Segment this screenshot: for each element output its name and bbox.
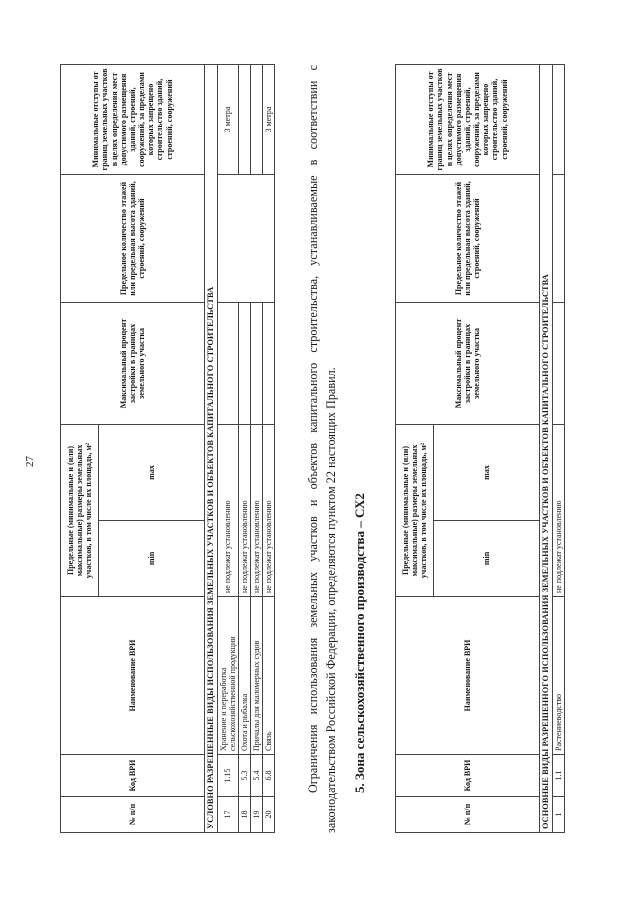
row-name: Хранение и переработка сельскохозяйственной продукции xyxy=(217,597,238,755)
row-code: 1.15 xyxy=(217,755,238,797)
row-setback: 3 метра xyxy=(217,65,238,175)
row-name: Связь xyxy=(263,597,275,755)
row-percent xyxy=(552,303,564,425)
permitted-use-table-2 xyxy=(395,64,565,833)
row-code: 6.8 xyxy=(263,755,275,797)
row-no: 18 xyxy=(238,797,250,833)
restrictions-paragraph xyxy=(304,65,340,833)
col-header-no: № п/п xyxy=(396,797,540,833)
col-header-setbacks: Минимальные отступы от границ земельных участков в целях определения мест допустимого размещения зданий, строений, сооружений, за пределами которых запрещено строительство зданий, строений, сооружений xyxy=(61,65,205,175)
row-sizes: не подлежат установлению xyxy=(552,425,564,597)
row-code: 5.3 xyxy=(238,755,250,797)
row-sizes: не подлежат установлению xyxy=(238,425,250,597)
row-percent xyxy=(217,303,238,425)
col-header-percent: Максимальный процент застройки в границах земельного участка xyxy=(396,303,540,425)
row-percent xyxy=(251,303,263,425)
col-header-floors: Предельное количество этажей или предельная высота зданий, строений, сооружений xyxy=(61,175,205,303)
col-header-floors: Предельное количество этажей или предельная высота зданий, строений, сооружений xyxy=(396,175,540,303)
row-setback xyxy=(238,65,250,175)
row-sizes: не подлежат установлению xyxy=(251,425,263,597)
col-header-sizes: Предельные (минимальные и (или) максимальные) размеры земельных участков, в том числе их площадь, м² xyxy=(61,425,99,597)
row-no: 20 xyxy=(263,797,275,833)
col-header-name: Наименование ВРИ xyxy=(396,597,540,755)
row-percent xyxy=(238,303,250,425)
col-header-code: Код ВРИ xyxy=(61,755,205,797)
col-header-min: min xyxy=(434,521,540,597)
page-number: 27 xyxy=(24,456,36,467)
col-header-setbacks: Минимальные отступы от границ земельных участков в целях определения мест допустимого размещения зданий, строений, сооружений, за пределами которых запрещено строительство зданий, строений, сооружений xyxy=(396,65,540,175)
row-sizes: не подлежат установлению xyxy=(217,425,238,597)
row-no: 1 xyxy=(552,797,564,833)
paragraph-text: Ограничения использования земельных участков и объектов капитального строительства, устанавливаемые в соответствии с законодательством Российской Федерации, определяются пунктом 22 настоящих Правил. xyxy=(306,65,338,833)
row-name: Причалы для маломерных судов xyxy=(251,597,263,755)
col-header-code: Код ВРИ xyxy=(396,755,540,797)
row-no: 17 xyxy=(217,797,238,833)
permitted-use-table-1 xyxy=(60,64,275,833)
zone-heading: 5. Зона сельскохозяйственного производства – СХ2 xyxy=(352,493,367,793)
col-header-no: № п/п xyxy=(61,797,205,833)
row-setback: 3 метра xyxy=(263,65,275,175)
col-header-min: min xyxy=(99,521,205,597)
row-no: 19 xyxy=(251,797,263,833)
row-name: Охота и рыбалка xyxy=(238,597,250,755)
col-header-sizes: Предельные (минимальные и (или) максимальные) размеры земельных участков, в том числе их площадь, м² xyxy=(396,425,434,597)
section-title: ОСНОВНЫЕ ВИДЫ РАЗРЕШЕННОГО ИСПОЛЬЗОВАНИЯ ЗЕМЕЛЬНЫХ УЧАСТКОВ И ОБЪЕКТОВ КАПИТАЛЬНОГО СТРОИТЕЛЬСТВА xyxy=(540,65,553,833)
table-row xyxy=(552,65,564,833)
table-row xyxy=(217,65,238,833)
section-title: УСЛОВНО РАЗРЕШЕННЫЕ ВИДЫ ИСПОЛЬЗОВАНИЯ ЗЕМЕЛЬНЫХ УЧАСТКОВ И ОБЪЕКТОВ КАПИТАЛЬНОГО СТРОИТЕЛЬСТВА xyxy=(205,65,218,833)
row-sizes: не подлежат установлению xyxy=(263,425,275,597)
row-percent xyxy=(263,303,275,425)
col-header-percent: Максимальный процент застройки в границах земельного участка xyxy=(61,303,205,425)
row-code: 5.4 xyxy=(251,755,263,797)
row-code: 1.1 xyxy=(552,755,564,797)
row-floors xyxy=(552,175,564,303)
row-setback xyxy=(552,65,564,175)
col-header-max: max xyxy=(99,425,205,521)
col-header-name: Наименование ВРИ xyxy=(61,597,205,755)
col-header-max: max xyxy=(434,425,540,521)
row-setback xyxy=(251,65,263,175)
row-floors xyxy=(217,175,275,303)
row-name: Растениеводство xyxy=(552,597,564,755)
